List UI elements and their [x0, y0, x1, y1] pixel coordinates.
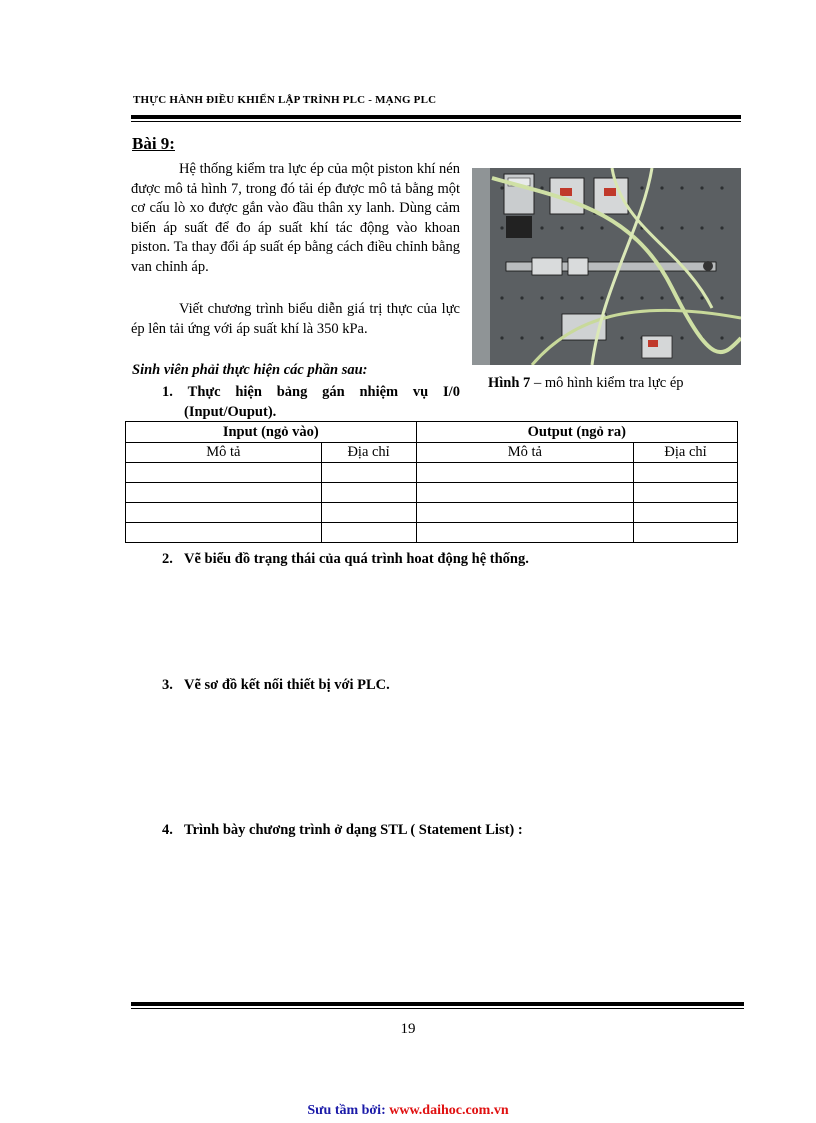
table-cell[interactable] — [634, 503, 738, 523]
footer-rule-thin — [131, 1008, 744, 1009]
footer-rule-thick — [131, 1002, 744, 1006]
source-credit-link[interactable]: www.daihoc.com.vn — [389, 1103, 509, 1118]
table-cell[interactable] — [634, 523, 738, 543]
task-1-number: 1. — [162, 384, 173, 400]
output-addr-header: Địa chỉ — [634, 443, 738, 463]
table-cell[interactable] — [321, 483, 416, 503]
task-1-word: nhiệm — [359, 384, 399, 400]
task-1-word: Thực — [187, 384, 221, 400]
task-2 — [162, 551, 529, 568]
table-cell[interactable] — [126, 463, 322, 483]
task-paragraph — [131, 300, 460, 339]
table-cell[interactable] — [416, 503, 634, 523]
table-cell[interactable] — [126, 503, 322, 523]
task-1-word: hiện — [235, 384, 262, 400]
task-1-word: bảng — [276, 384, 308, 400]
io-assignment-table — [125, 421, 738, 543]
task-3 — [162, 677, 390, 694]
source-credit — [0, 1103, 816, 1119]
table-column-header-row — [126, 443, 738, 463]
lesson-title: Bài 9: — [132, 134, 175, 153]
task-1-line1 — [162, 382, 460, 402]
task-paragraph-text: Viết chương trình biểu diễn giá trị thực của lực ép lên tải ứng với áp suất khí là 350 kPa. — [131, 301, 460, 337]
task-4-text: Trình bày chương trình ở dạng STL ( Statement List) : — [184, 822, 523, 838]
task-1-word: I/0 — [443, 384, 460, 400]
page-number: 19 — [400, 1021, 416, 1037]
table-row — [126, 523, 738, 543]
figure-caption-text: – mô hình kiểm tra lực ép — [530, 375, 684, 391]
input-desc-header: Mô tả — [126, 443, 322, 463]
task-4 — [162, 822, 523, 839]
table-cell[interactable] — [416, 483, 634, 503]
table-cell[interactable] — [126, 523, 322, 543]
task-4-number: 4. — [162, 822, 173, 838]
input-addr-header: Địa chỉ — [321, 443, 416, 463]
table-cell[interactable] — [126, 483, 322, 503]
source-credit-label: Sưu tầm bởi: — [307, 1103, 390, 1118]
tasks-intro: Sinh viên phải thực hiện các phần sau: — [132, 362, 368, 378]
task-3-text: Vẽ sơ đồ kết nối thiết bị với PLC. — [184, 677, 390, 693]
table-cell[interactable] — [634, 463, 738, 483]
figure-7-photo — [472, 168, 741, 365]
table-cell[interactable] — [416, 463, 634, 483]
task-1 — [162, 382, 460, 422]
table-row — [126, 483, 738, 503]
table-cell[interactable] — [321, 503, 416, 523]
output-group-header: Output (ngỏ ra) — [416, 422, 737, 443]
task-2-text: Vẽ biểu đồ trạng thái của quá trình hoat động hệ thống. — [184, 551, 529, 567]
table-cell[interactable] — [321, 523, 416, 543]
figure-caption-label: Hình 7 — [488, 375, 531, 391]
table-row — [126, 463, 738, 483]
output-desc-header: Mô tả — [416, 443, 634, 463]
intro-paragraph-text: Hệ thống kiểm tra lực ép của một piston khí nén được mô tả hình 7, trong đó tải ép được mô tả bằng một cơ cấu lò xo được gắn vào đầu thân xy lanh. Dùng cảm biến áp suất để đo áp suất khí tác động vào khoan piston. Ta thay đổi áp suất ép bằng cách điều chỉnh bằng van chỉnh áp. — [131, 161, 460, 275]
running-header: THỰC HÀNH ĐIỀU KHIỂN LẬP TRÌNH PLC - MẠNG PLC — [133, 94, 437, 106]
input-group-header: Input (ngỏ vào) — [126, 422, 417, 443]
table-cell[interactable] — [321, 463, 416, 483]
task-2-number: 2. — [162, 551, 173, 567]
table-cell[interactable] — [634, 483, 738, 503]
figure-caption — [488, 375, 684, 392]
table-group-header-row — [126, 422, 738, 443]
task-1-line2: (Input/Ouput). — [184, 404, 277, 420]
intro-paragraph — [131, 160, 460, 277]
header-rule-thin — [131, 121, 741, 122]
header-rule-thick — [131, 115, 741, 119]
table-cell[interactable] — [416, 523, 634, 543]
task-1-word: gán — [322, 384, 345, 400]
task-1-word: vụ — [412, 384, 429, 400]
task-3-number: 3. — [162, 677, 173, 693]
table-row — [126, 503, 738, 523]
